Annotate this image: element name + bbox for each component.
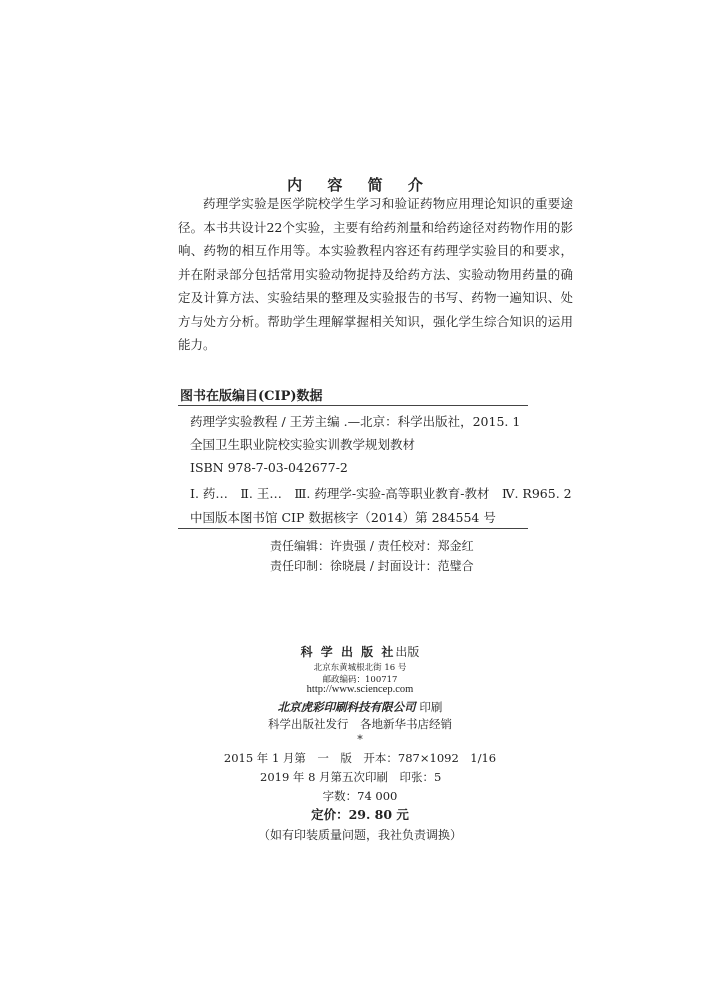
publisher-name-line	[0, 643, 720, 660]
cip-heading: 图书在版编目(CIP)数据	[180, 389, 323, 404]
credits-editors: 责任编辑：许贵强 / 责任校对：郑金红	[270, 539, 474, 553]
edition-line: 2015 年 1 月第 一 版 开本：787×1092 1/16	[223, 751, 497, 765]
publisher-name: 科 学 出 版 社	[300, 645, 396, 659]
publisher-postcode: 邮政编码：100717	[322, 675, 398, 685]
cip-line-series: 全国卫生职业院校实验实训教学规划教材	[190, 437, 416, 452]
cip-line-isbn: ISBN 978-7-03-042677-2	[190, 460, 348, 475]
separator-star: *	[357, 733, 363, 746]
cip-line-title: 药理学实验教程 / 王芳主编 .—北京：科学出版社，2015. 1	[190, 414, 521, 429]
cip-bottom-rule	[178, 528, 528, 529]
publisher-address: 北京东黄城根北街 16 号	[313, 663, 407, 673]
printer-suffix: 印刷	[419, 700, 443, 714]
cip-line-classification: Ⅰ. 药… Ⅱ. 王… Ⅲ. 药理学-实验-高等职业教育-教材 Ⅳ. R965. 2	[190, 486, 572, 501]
publisher-url: http://www.sciencep.com	[306, 684, 414, 695]
quality-note: （如有印装质量问题，我社负责调换）	[257, 828, 462, 842]
printing-line: 2019 年 8 月第五次印刷 印张：5	[260, 770, 442, 784]
cip-top-rule	[178, 405, 528, 406]
publisher-name-suffix: 出版	[395, 645, 420, 659]
cip-line-record: 中国版本图书馆 CIP 数据核字（2014）第 284554 号	[190, 510, 496, 525]
word-count: 字数：74 000	[322, 789, 398, 803]
credits-production: 责任印制：徐晓晨 / 封面设计：范璧合	[270, 559, 474, 573]
summary-title: 内 容 简 介	[287, 176, 433, 194]
printer-line	[0, 699, 720, 715]
price-value: 29. 80 元	[348, 807, 409, 822]
summary-paragraph: 药理学实验是医学院校学生学习和验证药物应用理论知识的重要途径。本书共设计22个实验，主要有给药剂量和给药途径对药物作用的影响、药物的相互作用等。本实验教程内容还有药理学实验目的和要求，并在附录部分包括常用实验动物捉持及给药方法、实验动物用药量的确定及计算方法、实验结果的整理及实验报告的书写、药物一遍知识、处方与处方分析。帮助学生理解掌握相关知识，强化学生综合知识的运用能力。	[178, 196, 573, 352]
distribution-line: 科学出版社发行 各地新华书店经销	[268, 717, 452, 731]
price-label: 定价：	[311, 807, 349, 822]
price-line	[0, 805, 720, 823]
printer-name: 北京虎彩印刷科技有限公司	[277, 700, 416, 714]
